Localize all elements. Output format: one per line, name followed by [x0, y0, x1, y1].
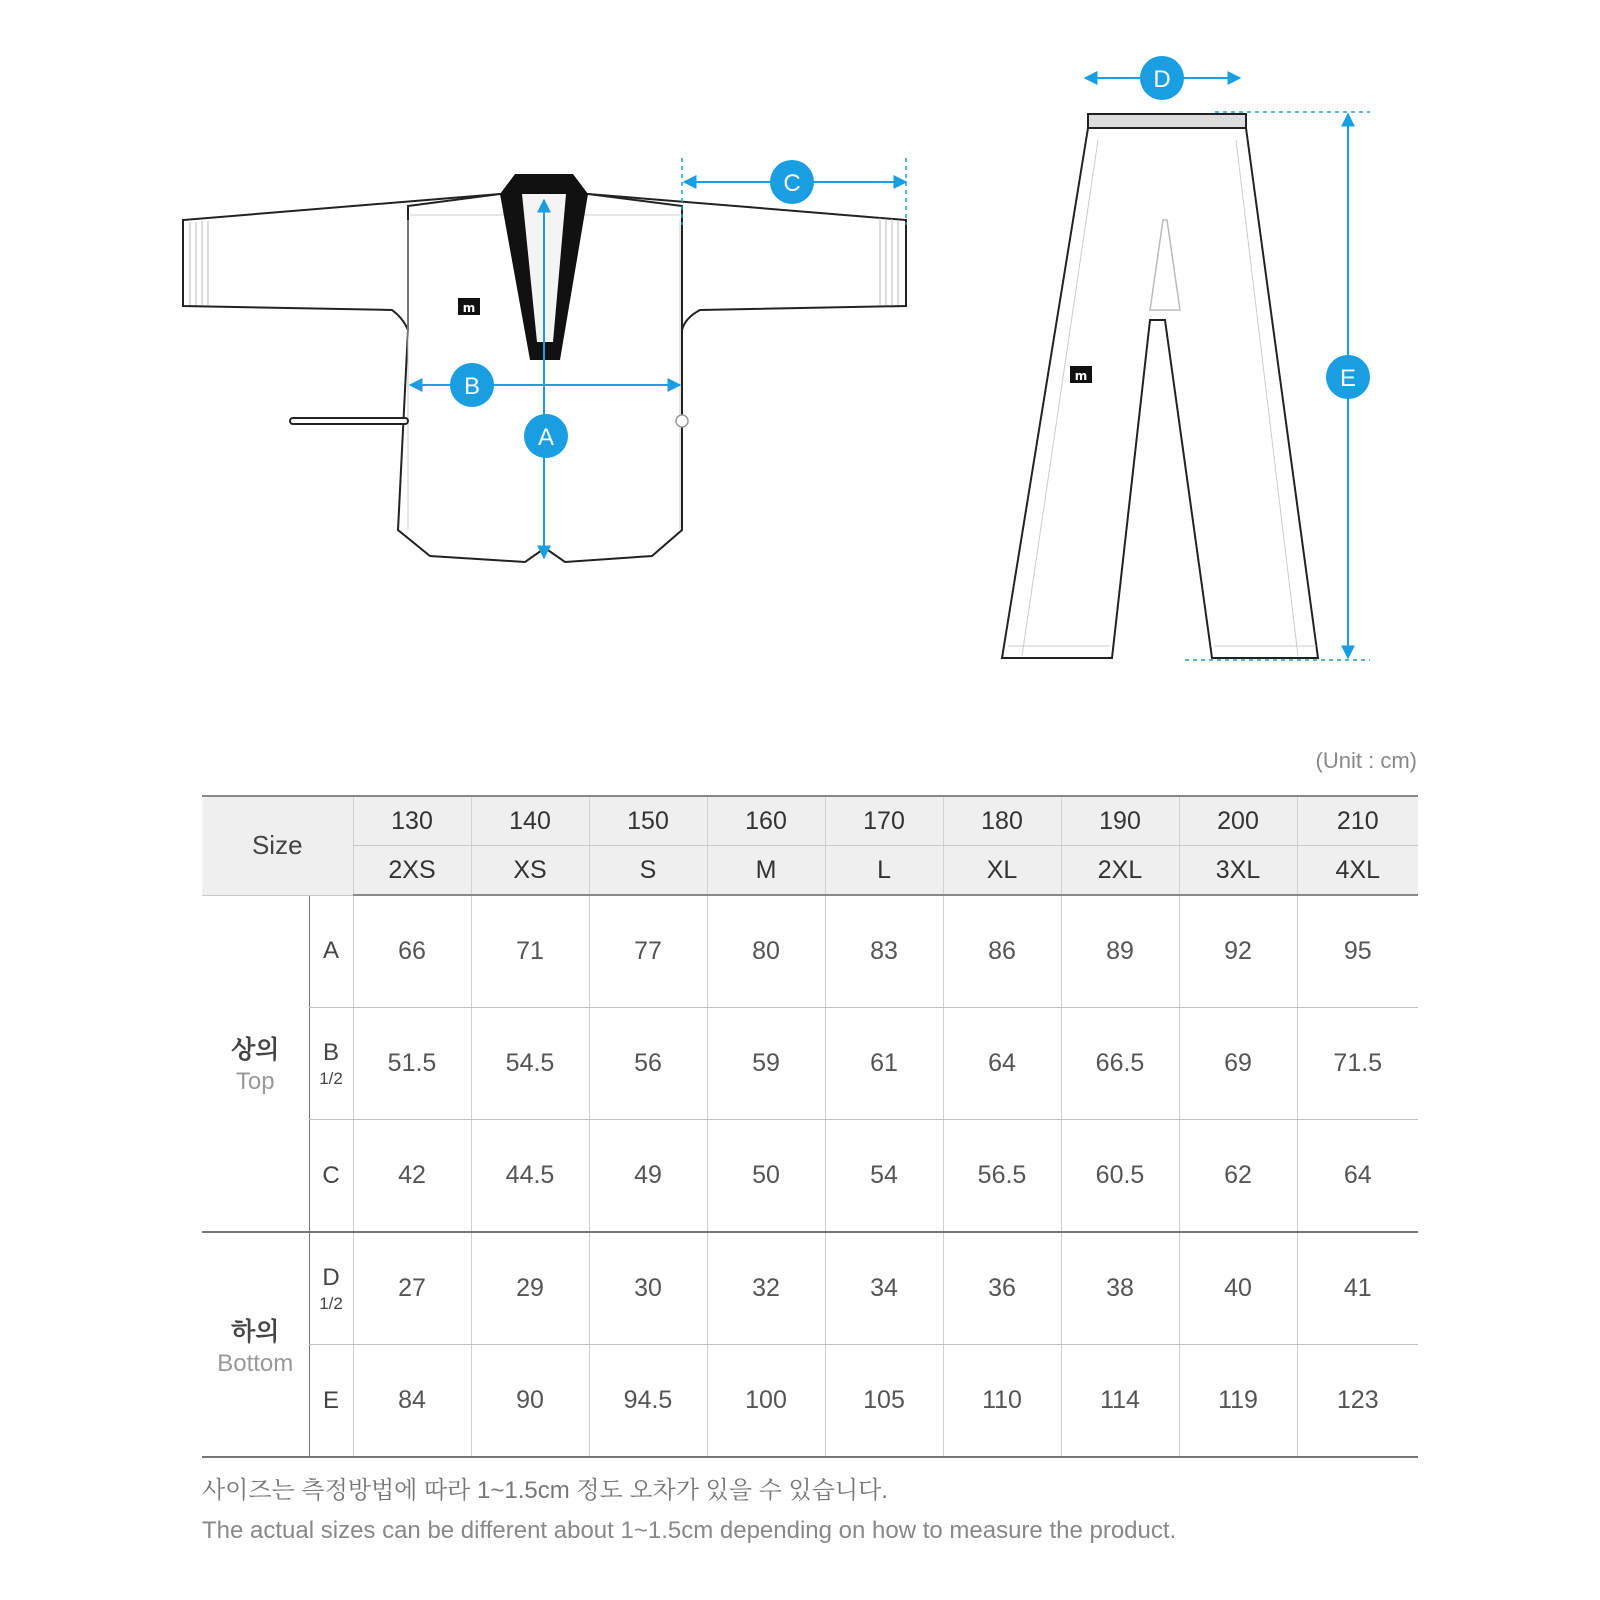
- table-cell: 27: [353, 1232, 471, 1345]
- table-cell: 49: [589, 1120, 707, 1233]
- size-letter-row: [202, 846, 1418, 896]
- table-cell: 77: [589, 895, 707, 1008]
- row-key: E: [309, 1345, 353, 1458]
- size-letter: L: [825, 846, 943, 896]
- badge-d: [1140, 56, 1184, 100]
- table-cell: 89: [1061, 895, 1179, 1008]
- size-letter: S: [589, 846, 707, 896]
- size-number-row: [202, 796, 1418, 846]
- group-label-ko: 상의: [231, 1036, 280, 1065]
- size-notes: [202, 1470, 1422, 1545]
- table-row: [202, 895, 1418, 1008]
- size-number: 160: [707, 796, 825, 846]
- badge-c: [770, 160, 814, 204]
- table-row: [202, 1120, 1418, 1233]
- table-cell: 30: [589, 1232, 707, 1345]
- group-bottom-label: [202, 1232, 309, 1457]
- size-number: 180: [943, 796, 1061, 846]
- table-cell: 92: [1179, 895, 1297, 1008]
- note-english: The actual sizes can be different about 1~1.5cm depending on how to measure the product.: [202, 1517, 1177, 1544]
- size-chart-table: [202, 795, 1418, 1458]
- table-cell: 100: [707, 1345, 825, 1458]
- row-key: B 1/2: [309, 1008, 353, 1120]
- pants-logo-icon: [1070, 366, 1092, 383]
- size-number: 190: [1061, 796, 1179, 846]
- table-cell: 71: [471, 895, 589, 1008]
- belt-tie: [290, 418, 408, 424]
- table-cell: 54.5: [471, 1008, 589, 1120]
- table-cell: 41: [1297, 1232, 1418, 1345]
- size-letter: M: [707, 846, 825, 896]
- table-row: [202, 1232, 1418, 1345]
- table-cell: 32: [707, 1232, 825, 1345]
- size-number: 200: [1179, 796, 1297, 846]
- table-cell: 34: [825, 1232, 943, 1345]
- size-letter: 3XL: [1179, 846, 1297, 896]
- table-cell: 83: [825, 895, 943, 1008]
- table-cell: 56: [589, 1008, 707, 1120]
- size-letter: XS: [471, 846, 589, 896]
- size-header-label: Size: [202, 796, 353, 895]
- pants-drawing: [1002, 114, 1318, 658]
- group-label-en: Bottom: [217, 1349, 294, 1377]
- table-cell: 119: [1179, 1345, 1297, 1458]
- table-cell: 80: [707, 895, 825, 1008]
- table-cell: 71.5: [1297, 1008, 1418, 1120]
- svg-text:m: m: [462, 301, 476, 315]
- table-cell: 60.5: [1061, 1120, 1179, 1233]
- size-letter: 2XS: [353, 846, 471, 896]
- group-label-en: Top: [235, 1068, 275, 1096]
- table-cell: 66: [353, 895, 471, 1008]
- table-cell: 42: [353, 1120, 471, 1233]
- table-cell: 40: [1179, 1232, 1297, 1345]
- badge-b: [450, 363, 494, 407]
- table-cell: 44.5: [471, 1120, 589, 1233]
- table-cell: 29: [471, 1232, 589, 1345]
- table-cell: 95: [1297, 895, 1418, 1008]
- size-letter: XL: [943, 846, 1061, 896]
- uniform-measurement-diagram: [0, 0, 1600, 700]
- table-cell: 61: [825, 1008, 943, 1120]
- table-cell: 56.5: [943, 1120, 1061, 1233]
- brand-logo-icon: [458, 298, 480, 315]
- row-key: A: [309, 895, 353, 1008]
- table-cell: 84: [353, 1345, 471, 1458]
- table-cell: 64: [943, 1008, 1061, 1120]
- note-korean: 사이즈는 측정방법에 따라 1~1.5cm 정도 오차가 있을 수 있습니다.: [202, 1477, 888, 1504]
- table-cell: 90: [471, 1345, 589, 1458]
- svg-text:C: C: [783, 170, 801, 197]
- size-number: 150: [589, 796, 707, 846]
- svg-text:D: D: [1153, 66, 1171, 93]
- table-row: [202, 1008, 1418, 1120]
- table-cell: 62: [1179, 1120, 1297, 1233]
- size-number: 210: [1297, 796, 1418, 846]
- unit-note: (Unit : cm): [1315, 748, 1417, 773]
- size-number: 130: [353, 796, 471, 846]
- size-number: 140: [471, 796, 589, 846]
- row-key: C: [309, 1120, 353, 1233]
- svg-text:A: A: [537, 424, 555, 451]
- table-cell: 86: [943, 895, 1061, 1008]
- svg-text:B: B: [463, 373, 481, 400]
- badge-e: [1326, 355, 1370, 399]
- table-cell: 110: [943, 1345, 1061, 1458]
- table-cell: 36: [943, 1232, 1061, 1345]
- row-key: D 1/2: [309, 1232, 353, 1345]
- group-label-ko: 하의: [231, 1317, 280, 1346]
- size-letter: 4XL: [1297, 846, 1418, 896]
- button-dot: [676, 415, 688, 427]
- table-cell: 59: [707, 1008, 825, 1120]
- table-cell: 50: [707, 1120, 825, 1233]
- svg-text:E: E: [1339, 365, 1357, 392]
- badge-a: [524, 414, 568, 458]
- table-cell: 105: [825, 1345, 943, 1458]
- table-cell: 54: [825, 1120, 943, 1233]
- svg-text:m: m: [1074, 369, 1088, 383]
- size-number: 170: [825, 796, 943, 846]
- table-cell: 66.5: [1061, 1008, 1179, 1120]
- waistband: [1088, 114, 1246, 128]
- table-cell: 38: [1061, 1232, 1179, 1345]
- table-cell: 94.5: [589, 1345, 707, 1458]
- table-cell: 69: [1179, 1008, 1297, 1120]
- size-letter: 2XL: [1061, 846, 1179, 896]
- group-top-label: [202, 895, 309, 1232]
- table-cell: 114: [1061, 1345, 1179, 1458]
- table-cell: 51.5: [353, 1008, 471, 1120]
- table-row: [202, 1345, 1418, 1458]
- table-cell: 64: [1297, 1120, 1418, 1233]
- table-cell: 123: [1297, 1345, 1418, 1458]
